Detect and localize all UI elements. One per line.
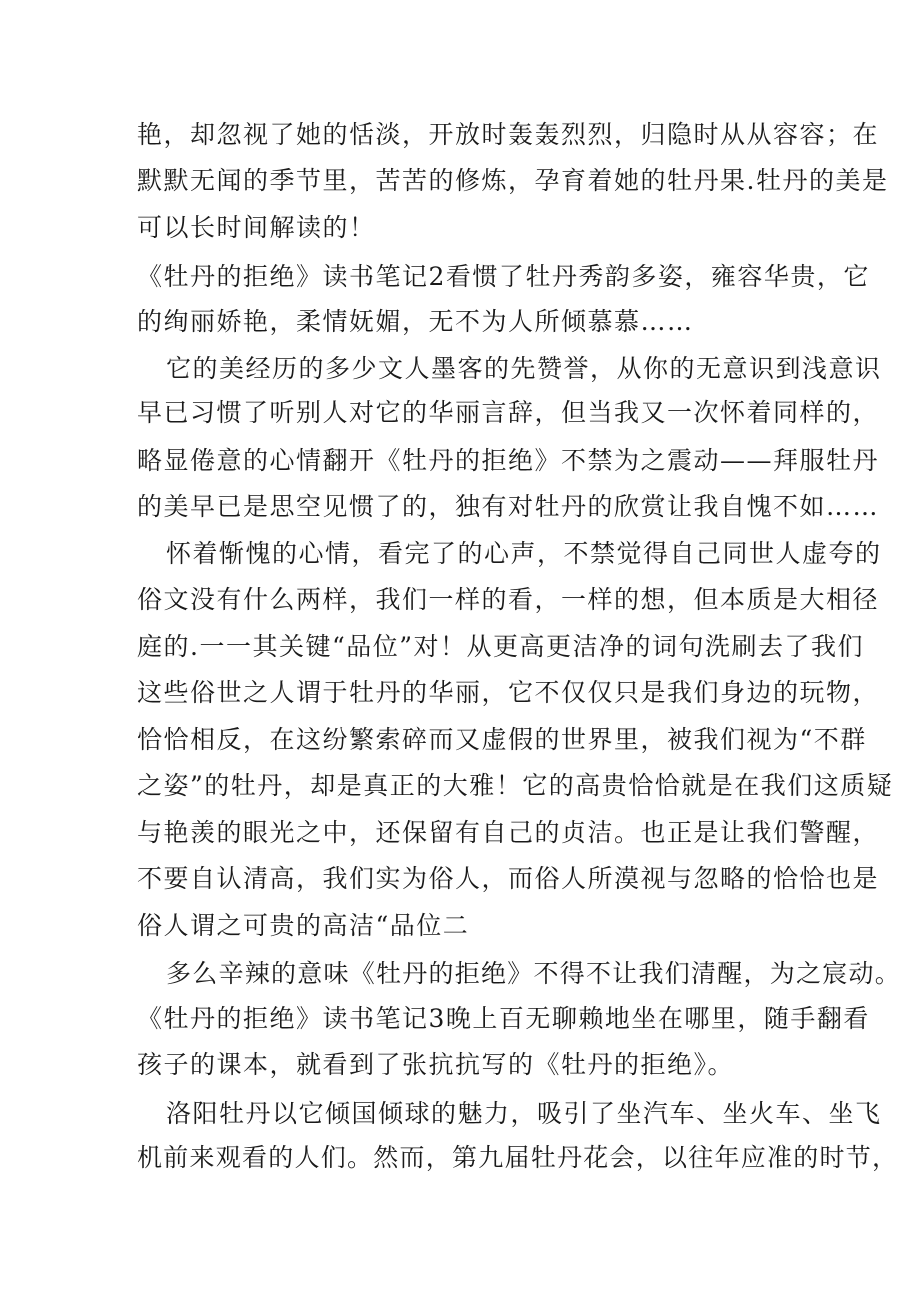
text-line: 的绚丽娇艳，柔情妩媚，无不为人所倾慕慕……: [137, 307, 694, 336]
text-line: 怀着惭愧的心情，看完了的心声，不禁觉得自己同世人虚夸的: [166, 539, 882, 568]
text-line: 默默无闻的季节里，苦苦的修炼，孕育着她的牡丹果.牡丹的美是: [137, 166, 889, 195]
text-line: 孩子的课本，就看到了张抗抗写的《牡丹的拒绝》。: [137, 1050, 735, 1079]
text-line: 恰恰相反，在这纷繁索碎而又虚假的世界里，被我们视为“不群: [137, 725, 867, 754]
text-line: 机前来观看的人们。然而，第九届牡丹花会，以往年应准的时节，: [137, 1143, 899, 1172]
text-line: 俗人谓之可贵的高洁“品位二: [137, 911, 470, 940]
text-line: 《牡丹的拒绝》读书笔记2看惯了牡丹秀韵多姿，雍容华贵，它: [137, 262, 870, 291]
text-line: 这些俗世之人谓于牡丹的华丽，它不仅仅只是我们身边的玩物，: [137, 678, 880, 707]
text-line: 的美早已是思空见惯了的，独有对牡丹的欣赏让我自愧不如……: [137, 492, 880, 521]
text-line: 艳，却忽视了她的恬淡，开放时轰轰烈烈，归隐时从从容容；在: [137, 120, 880, 149]
text-line: 不要自认清高，我们实为俗人，而俗人所漠视与忽略的恰恰也是: [137, 864, 880, 893]
text-line: 之姿”的牡丹，却是真正的大雅！它的高贵恰恰就是在我们这质疑: [137, 771, 894, 800]
text-line: 洛阳牡丹以它倾国倾球的魅力，吸引了坐汽车、坐火车、坐飞: [166, 1099, 882, 1128]
text-line: 略显倦意的心情翻开《牡丹的拒绝》不禁为之震动——拜服牡丹: [137, 446, 880, 475]
text-line: 与艳羡的眼光之中，还保留有自己的贞洁。也正是让我们警醒，: [137, 818, 880, 847]
text-line: 《牡丹的拒绝》读书笔记3晚上百无聊赖地坐在哪里，随手翻看: [137, 1004, 870, 1033]
text-line: 俗文没有什么两样，我们一样的看，一样的想，但本质是大相径: [137, 585, 880, 614]
text-line: 它的美经历的多少文人墨客的先赞誉，从你的无意识到浅意识: [166, 354, 882, 383]
text-line: 可以长时间解读的！: [137, 213, 376, 242]
text-line: 早已习惯了听别人对它的华丽言辞，但当我又一次怀着同样的，: [137, 398, 880, 427]
text-line: 庭的.一一其关键“品位”对！从更高更洁净的词句洗刷去了我们: [137, 632, 865, 661]
text-line: 多么辛辣的意味《牡丹的拒绝》不得不让我们清醒，为之宸动。: [166, 959, 902, 988]
